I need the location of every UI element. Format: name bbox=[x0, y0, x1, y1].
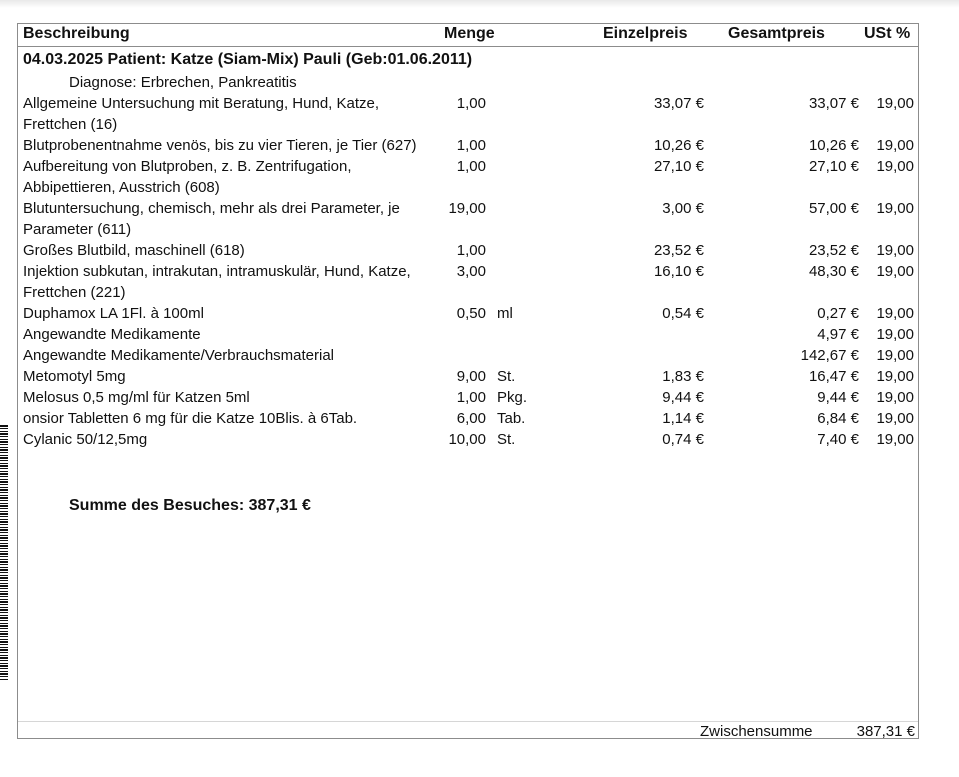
line-item bbox=[18, 345, 918, 366]
item-unit-price: 3,00 € bbox=[662, 200, 704, 217]
item-vat: 19,00 bbox=[876, 431, 914, 448]
item-quantity: 1,00 bbox=[456, 158, 486, 175]
item-quantity: 10,00 bbox=[448, 431, 486, 448]
item-total: 16,47 € bbox=[808, 368, 859, 385]
footer-divider bbox=[18, 721, 918, 722]
line-item bbox=[18, 240, 918, 261]
item-unit: St. bbox=[497, 368, 516, 385]
item-description: Cylanic 50/12,5mg bbox=[23, 431, 148, 448]
item-vat: 19,00 bbox=[876, 347, 914, 364]
item-description: Blutuntersuchung, chemisch, mehr als drei Parameter, je Parameter (611) bbox=[23, 200, 400, 238]
item-total: 27,10 € bbox=[808, 158, 859, 175]
line-items bbox=[18, 93, 918, 450]
item-unit-price: 1,14 € bbox=[662, 410, 704, 427]
item-description: Allgemeine Untersuchung mit Beratung, Hund, Katze, Frettchen (16) bbox=[23, 95, 380, 133]
line-item bbox=[18, 261, 918, 303]
item-unit-price: 0,74 € bbox=[662, 431, 704, 448]
item-description: onsior Tabletten 6 mg für die Katze 10Blis. à 6Tab. bbox=[23, 410, 358, 427]
item-description: Angewandte Medikamente/Verbrauchsmaterial bbox=[23, 347, 335, 364]
item-vat: 19,00 bbox=[876, 158, 914, 175]
item-vat: 19,00 bbox=[876, 326, 914, 343]
barcode-strip bbox=[0, 425, 8, 681]
item-unit-price: 33,07 € bbox=[653, 95, 704, 112]
line-item bbox=[18, 429, 918, 450]
line-item bbox=[18, 387, 918, 408]
page-top-shadow bbox=[0, 0, 959, 8]
item-total: 7,40 € bbox=[817, 431, 859, 448]
item-vat: 19,00 bbox=[876, 368, 914, 385]
item-total: 48,30 € bbox=[808, 263, 859, 280]
item-total: 9,44 € bbox=[817, 389, 859, 406]
item-description: Blutprobenentnahme venös, bis zu vier Tieren, je Tier (627) bbox=[23, 137, 417, 154]
item-unit-price: 10,26 € bbox=[653, 137, 704, 154]
item-vat: 19,00 bbox=[876, 410, 914, 427]
item-description: Injektion subkutan, intrakutan, intramuskulär, Hund, Katze, Frettchen (221) bbox=[23, 263, 411, 301]
invoice-table bbox=[17, 23, 919, 739]
item-total: 23,52 € bbox=[808, 242, 859, 259]
line-item bbox=[18, 93, 918, 135]
header-unit-price: Einzelpreis bbox=[603, 25, 688, 42]
item-vat: 19,00 bbox=[876, 263, 914, 280]
item-unit-price: 0,54 € bbox=[662, 305, 704, 322]
item-quantity: 1,00 bbox=[456, 389, 486, 406]
header-vat: USt % bbox=[864, 25, 911, 42]
subtotal-label: Zwischensumme bbox=[700, 723, 813, 740]
item-quantity: 19,00 bbox=[448, 200, 486, 217]
visit-sum: Summe des Besuches: 387,31 € bbox=[69, 497, 311, 514]
item-unit-price: 1,83 € bbox=[662, 368, 704, 385]
item-total: 10,26 € bbox=[808, 137, 859, 154]
line-item bbox=[18, 366, 918, 387]
item-total: 57,00 € bbox=[808, 200, 859, 217]
item-vat: 19,00 bbox=[876, 137, 914, 154]
visit-title: 04.03.2025 Patient: Katze (Siam-Mix) Pauli (Geb:01.06.2011) bbox=[23, 51, 473, 68]
header-quantity: Menge bbox=[444, 25, 495, 42]
item-unit: Pkg. bbox=[497, 389, 528, 406]
item-unit-price: 23,52 € bbox=[653, 242, 704, 259]
item-quantity: 3,00 bbox=[456, 263, 486, 280]
item-unit: Tab. bbox=[497, 410, 526, 427]
item-vat: 19,00 bbox=[876, 95, 914, 112]
item-description: Melosus 0,5 mg/ml für Katzen 5ml bbox=[23, 389, 250, 406]
table-header bbox=[18, 24, 918, 47]
item-unit: St. bbox=[497, 431, 516, 448]
line-item bbox=[18, 324, 918, 345]
item-quantity: 6,00 bbox=[456, 410, 486, 427]
line-item bbox=[18, 303, 918, 324]
item-total: 33,07 € bbox=[808, 95, 859, 112]
subtotal-value: 387,31 € bbox=[856, 723, 915, 740]
line-item bbox=[18, 135, 918, 156]
item-description: Großes Blutbild, maschinell (618) bbox=[23, 242, 245, 259]
item-quantity: 9,00 bbox=[456, 368, 486, 385]
item-total: 142,67 € bbox=[800, 347, 859, 364]
item-quantity: 1,00 bbox=[456, 242, 486, 259]
item-vat: 19,00 bbox=[876, 389, 914, 406]
item-vat: 19,00 bbox=[876, 200, 914, 217]
item-unit-price: 9,44 € bbox=[662, 389, 704, 406]
item-description: Angewandte Medikamente bbox=[23, 326, 201, 343]
header-description: Beschreibung bbox=[23, 25, 130, 42]
item-total: 6,84 € bbox=[817, 410, 859, 427]
diagnosis-line: Diagnose: Erbrechen, Pankreatitis bbox=[69, 74, 297, 91]
item-total: 4,97 € bbox=[817, 326, 859, 343]
line-item bbox=[18, 198, 918, 240]
line-item bbox=[18, 408, 918, 429]
item-vat: 19,00 bbox=[876, 305, 914, 322]
item-quantity: 0,50 bbox=[456, 305, 486, 322]
item-quantity: 1,00 bbox=[456, 95, 486, 112]
item-unit: ml bbox=[497, 305, 513, 322]
item-description: Duphamox LA 1Fl. à 100ml bbox=[23, 305, 204, 322]
item-unit-price: 16,10 € bbox=[653, 263, 704, 280]
item-description: Aufbereitung von Blutproben, z. B. Zentrifugation, Abbipettieren, Ausstrich (608) bbox=[23, 158, 352, 196]
item-unit-price: 27,10 € bbox=[653, 158, 704, 175]
item-total: 0,27 € bbox=[817, 305, 859, 322]
header-total-price: Gesamtpreis bbox=[728, 25, 825, 42]
item-description: Metomotyl 5mg bbox=[23, 368, 126, 385]
item-quantity: 1,00 bbox=[456, 137, 486, 154]
line-item bbox=[18, 156, 918, 198]
item-vat: 19,00 bbox=[876, 242, 914, 259]
